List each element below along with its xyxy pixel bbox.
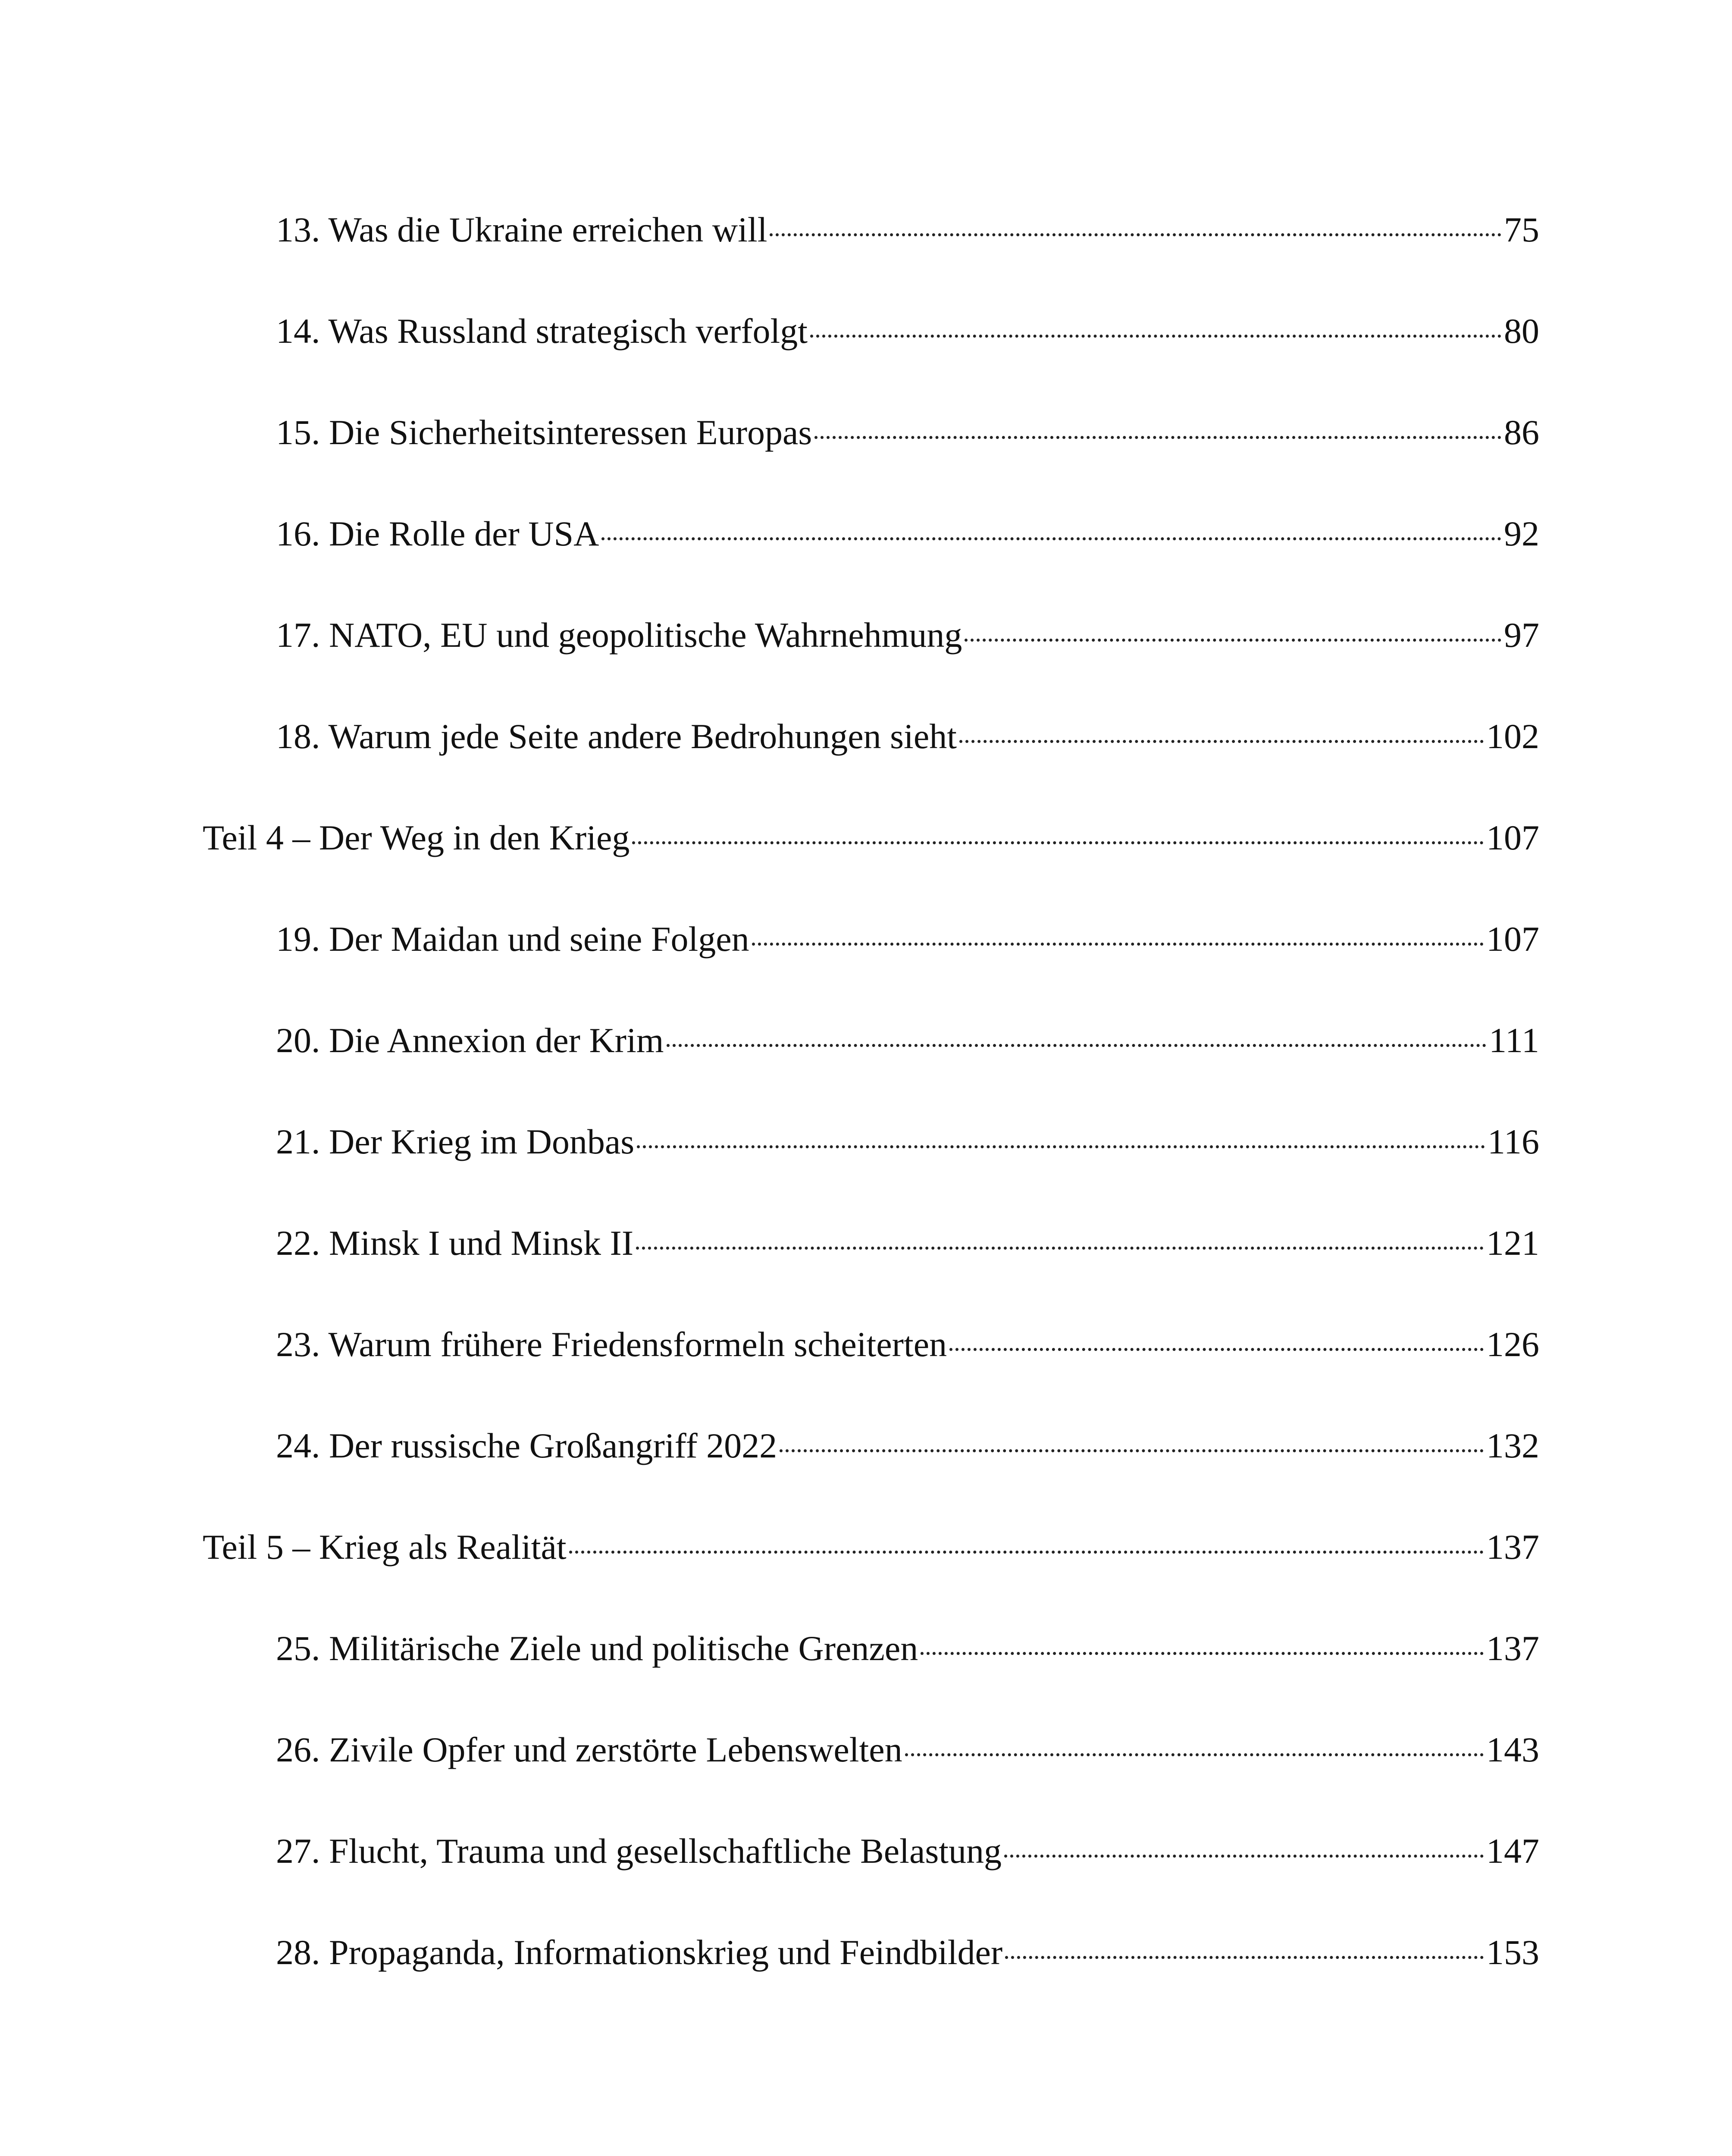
toc-entry-chapter-17[interactable] [276, 611, 1539, 659]
toc-entry-chapter-14[interactable] [276, 307, 1539, 355]
toc-entry-title: Teil 5 – Krieg als Realität [203, 1527, 567, 1567]
toc-entry-title: 21. Der Krieg im Donbas [276, 1122, 635, 1161]
toc-entry-chapter-21[interactable] [276, 1118, 1539, 1166]
toc-entry-title: 24. Der russische Großangriff 2022 [276, 1426, 777, 1465]
toc-entry-page-number: 137 [1486, 1527, 1539, 1567]
toc-entry-page-number: 121 [1486, 1223, 1539, 1263]
toc-entry-page-number: 153 [1486, 1933, 1539, 1972]
dot-leader [636, 1247, 1484, 1250]
toc-entry-chapter-15[interactable] [276, 409, 1539, 456]
dot-leader [770, 233, 1501, 236]
toc-entry-chapter-23[interactable] [276, 1321, 1539, 1368]
toc-entry-chapter-18[interactable] [276, 713, 1539, 760]
toc-entry-page-number: 132 [1486, 1426, 1539, 1465]
toc-entry-page-number: 137 [1486, 1629, 1539, 1668]
dot-leader [601, 537, 1501, 540]
toc-entry-page-number: 102 [1486, 717, 1539, 756]
toc-entry-page-number: 75 [1504, 210, 1539, 249]
dot-leader [959, 740, 1484, 743]
toc-entry-page-number: 116 [1488, 1122, 1539, 1161]
dot-leader [637, 1145, 1485, 1148]
dot-leader [921, 1652, 1484, 1655]
dot-leader [752, 943, 1484, 946]
toc-entry-title: 14. Was Russland strategisch verfolgt [276, 311, 808, 351]
dot-leader [949, 1348, 1484, 1351]
toc-entry-chapter-19[interactable] [276, 915, 1539, 963]
toc-entry-page-number: 143 [1486, 1730, 1539, 1769]
toc-entry-part-4[interactable] [203, 814, 1539, 862]
toc-entry-page-number: 107 [1486, 919, 1539, 959]
toc-entry-title: 13. Was die Ukraine erreichen will [276, 210, 767, 249]
toc-entry-part-5[interactable] [203, 1523, 1539, 1571]
toc-entry-title: 17. NATO, EU und geopolitische Wahrnehmung [276, 615, 962, 655]
toc-entry-title: 26. Zivile Opfer und zerstörte Lebenswelten [276, 1730, 902, 1769]
toc-entry-page-number: 86 [1504, 413, 1539, 452]
dot-leader [814, 436, 1501, 439]
toc-entry-title: 20. Die Annexion der Krim [276, 1021, 664, 1060]
toc-entry-page-number: 80 [1504, 311, 1539, 351]
toc-entry-chapter-16[interactable] [276, 510, 1539, 558]
dot-leader [965, 639, 1501, 642]
dot-leader [905, 1753, 1484, 1756]
dot-leader [810, 335, 1501, 338]
toc-entry-title: 22. Minsk I und Minsk II [276, 1223, 634, 1263]
toc-entry-title: 18. Warum jede Seite andere Bedrohungen sieht [276, 717, 957, 756]
dot-leader [1004, 1855, 1484, 1858]
dot-leader [569, 1551, 1484, 1554]
toc-entry-title: 23. Warum frühere Friedensformeln scheiterten [276, 1325, 947, 1364]
toc-entry-chapter-28[interactable] [276, 1929, 1539, 1976]
toc-entry-title: 16. Die Rolle der USA [276, 514, 599, 553]
toc-entry-title: 28. Propaganda, Informationskrieg und Feindbilder [276, 1933, 1003, 1972]
toc-entry-page-number: 147 [1486, 1831, 1539, 1871]
toc-entry-chapter-25[interactable] [276, 1625, 1539, 1672]
toc-entry-chapter-22[interactable] [276, 1219, 1539, 1267]
toc-entry-title: 15. Die Sicherheitsinteressen Europas [276, 413, 812, 452]
toc-entry-chapter-13[interactable] [276, 206, 1539, 254]
toc-entry-chapter-20[interactable] [276, 1017, 1539, 1064]
toc-entry-title: 19. Der Maidan und seine Folgen [276, 919, 749, 959]
toc-entry-page-number: 97 [1504, 615, 1539, 655]
toc-entry-chapter-26[interactable] [276, 1726, 1539, 1774]
toc-entry-page-number: 126 [1486, 1325, 1539, 1364]
toc-entry-chapter-24[interactable] [276, 1422, 1539, 1470]
toc-entry-page-number: 92 [1504, 514, 1539, 553]
dot-leader [667, 1044, 1487, 1047]
toc-entry-title: 25. Militärische Ziele und politische Grenzen [276, 1629, 918, 1668]
dot-leader [632, 841, 1484, 844]
toc-entry-chapter-27[interactable] [276, 1827, 1539, 1875]
dot-leader [780, 1449, 1484, 1452]
toc-entry-page-number: 107 [1486, 818, 1539, 857]
toc-entry-title: 27. Flucht, Trauma und gesellschaftliche Belastung [276, 1831, 1002, 1871]
dot-leader [1005, 1956, 1484, 1959]
toc-entry-page-number: 111 [1489, 1021, 1539, 1060]
toc-entry-title: Teil 4 – Der Weg in den Krieg [203, 818, 630, 857]
